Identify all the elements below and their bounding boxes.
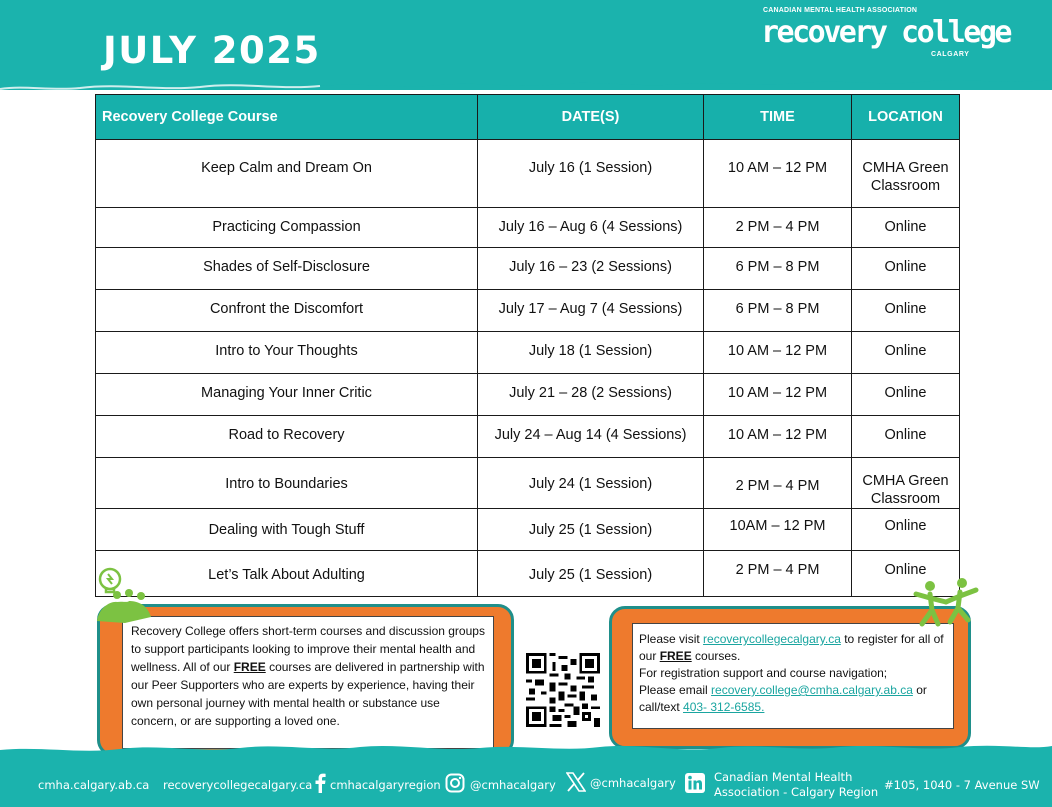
table-row (96, 509, 960, 551)
course-time: 10 AM – 12 PM (704, 374, 852, 416)
course-time: 2 PM – 4 PM (704, 551, 852, 597)
footer-address: #105, 1040 - 7 Avenue SW (884, 778, 1040, 792)
free-label: FREE (659, 649, 692, 663)
course-location: Online (852, 551, 960, 597)
register-text-part: or call/text (639, 683, 927, 714)
course-dates: July 24 (1 Session) (478, 458, 704, 509)
register-text-part: Please visit (639, 632, 704, 646)
table-row (96, 458, 960, 509)
course-name: Keep Calm and Dream On (96, 140, 478, 208)
table-row (96, 551, 960, 597)
recovery-college-logo (761, 7, 1010, 65)
footer-cmha-website[interactable]: cmha.calgary.ab.ca (38, 778, 150, 792)
column-header-dates: DATE(S) (478, 95, 704, 140)
course-name: Managing Your Inner Critic (96, 374, 478, 416)
course-location: Online (852, 374, 960, 416)
course-name: Confront the Discomfort (96, 290, 478, 332)
course-name: Intro to Boundaries (96, 458, 478, 509)
column-header-location: LOCATION (852, 95, 960, 140)
logo-org-line: CANADIAN MENTAL HEALTH ASSOCIATION (763, 7, 918, 14)
table-row (96, 140, 960, 208)
column-header-course: Recovery College Course (96, 95, 478, 140)
footer-linkedin-name[interactable] (714, 770, 878, 800)
course-location: Online (852, 248, 960, 290)
course-time: 6 PM – 8 PM (704, 290, 852, 332)
course-location: Online (852, 208, 960, 248)
course-dates: July 24 – Aug 14 (4 Sessions) (478, 416, 704, 458)
dancing-people-icon (908, 572, 988, 632)
facebook-icon (314, 773, 326, 793)
course-location: CMHA Green Classroom (852, 140, 960, 208)
people-icon (97, 589, 151, 623)
free-label: FREE (233, 660, 266, 674)
column-header-time: TIME (704, 95, 852, 140)
course-name: Practicing Compassion (96, 208, 478, 248)
course-time: 6 PM – 8 PM (704, 248, 852, 290)
instagram-icon (445, 773, 465, 793)
course-name: Road to Recovery (96, 416, 478, 458)
course-dates: July 18 (1 Session) (478, 332, 704, 374)
course-location: CMHA Green Classroom (852, 458, 960, 509)
course-name: Let’s Talk About Adulting (96, 551, 478, 597)
footer-recovery-website[interactable]: recoverycollegecalgary.ca (163, 778, 313, 792)
footer-instagram-handle[interactable]: @cmhacalgary (470, 778, 556, 792)
footer-x-handle[interactable]: @cmhacalgary (590, 776, 676, 790)
lightbulb-icon (95, 565, 155, 625)
course-dates: July 16 – 23 (2 Sessions) (478, 248, 704, 290)
course-name: Intro to Your Thoughts (96, 332, 478, 374)
course-time: 10 AM – 12 PM (704, 332, 852, 374)
table-row (96, 208, 960, 248)
course-time: 10 AM – 12 PM (704, 416, 852, 458)
course-location: Online (852, 332, 960, 374)
course-location: Online (852, 509, 960, 551)
register-text-part: courses. (691, 649, 741, 663)
table-row (96, 332, 960, 374)
table-row (96, 416, 960, 458)
linkedin-icon (685, 773, 705, 793)
course-dates: July 25 (1 Session) (478, 509, 704, 551)
course-dates: July 16 – Aug 6 (4 Sessions) (478, 208, 704, 248)
x-icon (566, 772, 586, 792)
footer-facebook-handle[interactable]: cmhacalgaryregion (330, 778, 441, 792)
logo-brand: recovery college (761, 15, 1010, 50)
logo-city: CALGARY (931, 51, 970, 58)
email-link[interactable]: recovery.college@cmha.calgary.ab.ca (711, 683, 913, 697)
table-row (96, 290, 960, 332)
table-header-row (96, 95, 960, 140)
course-dates: July 17 – Aug 7 (4 Sessions) (478, 290, 704, 332)
linkedin-name-line2: Association - Calgary Region (714, 785, 879, 799)
about-box (97, 604, 514, 756)
course-name: Shades of Self-Disclosure (96, 248, 478, 290)
month-title: JULY 2025 (103, 29, 321, 72)
website-link[interactable]: recoverycollegecalgary.ca (703, 632, 841, 646)
support-line: For registration support and course navigation; (639, 666, 888, 680)
course-dates: July 21 – 28 (2 Sessions) (478, 374, 704, 416)
phone-link[interactable]: 403- 312-6585. (683, 700, 765, 714)
about-text-part: courses are delivered in partnership with our Peer Supporters who are experts by experience, having their own personal journey with mental health or substance use concern, or are supporting a loved one. (131, 660, 485, 728)
about-text-part: Recovery College offers short-term courses and discussion groups to support participants looking to improve their mental health and wellness. All of our (131, 624, 485, 674)
course-schedule-table (95, 94, 960, 597)
registration-text (632, 623, 954, 729)
course-time: 10 AM – 12 PM (704, 140, 852, 208)
table-row (96, 248, 960, 290)
course-location: Online (852, 290, 960, 332)
course-time: 2 PM – 4 PM (704, 458, 852, 509)
course-name: Dealing with Tough Stuff (96, 509, 478, 551)
course-dates: July 16 (1 Session) (478, 140, 704, 208)
course-time: 2 PM – 4 PM (704, 208, 852, 248)
linkedin-name-line1: Canadian Mental Health (714, 770, 853, 784)
course-time: 10AM – 12 PM (704, 509, 852, 551)
course-location: Online (852, 416, 960, 458)
register-text-part: Please email (639, 683, 712, 697)
about-text (122, 616, 494, 749)
table-row (96, 374, 960, 416)
course-dates: July 25 (1 Session) (478, 551, 704, 597)
register-text-part: to register for all of our (639, 632, 944, 663)
qr-code[interactable] (526, 653, 600, 727)
